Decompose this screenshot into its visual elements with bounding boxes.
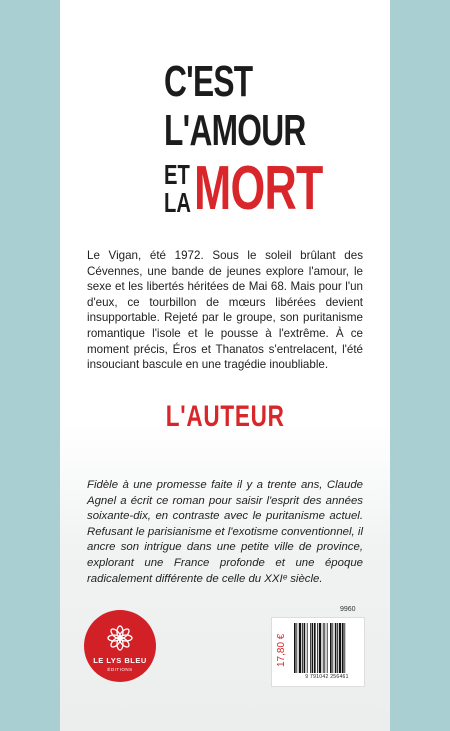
publisher-logo — [84, 610, 156, 682]
barcode-bar — [312, 623, 314, 673]
barcode-bar — [299, 623, 301, 673]
barcode-bar — [335, 623, 337, 673]
title-line-3 — [164, 154, 323, 223]
barcode-bar — [323, 623, 324, 673]
barcode-bar — [339, 623, 341, 673]
title-word-mort: MORT — [194, 154, 323, 223]
barcode-bar — [296, 623, 297, 673]
barcode-bar — [304, 623, 306, 673]
title-word-la: LA — [164, 187, 191, 218]
isbn-barcode — [294, 623, 360, 673]
synopsis-text: Le Vigan, été 1972. Sous le soleil brûlant des Cévennes, une bande de jeunes explore l'amour, le sexe et les libertés héritées de Mai 68. Mais pour l'un d'eux, ce tourbillon de mœurs libérées devient insupportable. Rejeté par le groupe, son puritanisme romantique l'isole et le pousse à l'extrême. À ce moment précis, Éros et Thanatos s'entrelacent, l'été insouciant bascule en une tragédie inoubliable. — [87, 249, 363, 372]
barcode-bar — [302, 623, 303, 673]
barcode-bar — [332, 623, 333, 673]
product-code: 9960 — [340, 606, 356, 613]
barcode-bar — [337, 623, 338, 673]
barcode-bar — [342, 623, 344, 673]
author-heading — [0, 400, 450, 434]
price-label: 17,80 € — [276, 633, 287, 667]
right-teal-band — [390, 0, 450, 731]
author-bio-text: Fidèle à une promesse faite il y a trente ans, Claude Agnel a écrit ce roman pour saisir l'esprit des années soixante-dix, en contraste avec le puritanisme actuel. Refusant le parisianisme et l'exotisme conventionnel, il ancre son intrigue dans une petite ville de province, explorant une France profonde et une époque radicalement différente de celle du XXIᵉ siècle. — [87, 479, 363, 585]
lily-flower-icon — [106, 624, 134, 652]
barcode-bar — [327, 623, 328, 673]
isbn-number: 9 791042 256461 — [305, 674, 349, 680]
barcode-bar — [324, 623, 325, 673]
left-teal-band — [0, 0, 60, 731]
book-title — [164, 57, 323, 223]
barcode-bar — [330, 623, 332, 673]
author-heading-label: L'AUTEUR — [165, 400, 285, 433]
barcode-bar — [344, 623, 345, 673]
barcode-bar — [310, 623, 311, 673]
publisher-subtitle: ÉDITIONS — [107, 667, 133, 672]
title-word-et: ET — [164, 159, 190, 190]
barcode-bar — [314, 623, 316, 673]
barcode-bar — [317, 623, 318, 673]
publisher-name: LE LYS BLEU — [93, 656, 147, 665]
barcode-bar — [307, 623, 308, 673]
barcode-bar — [294, 623, 296, 673]
title-line-2: L'AMOUR — [164, 106, 306, 155]
barcode-bar — [319, 623, 321, 673]
title-line-1: C'EST — [164, 57, 253, 106]
